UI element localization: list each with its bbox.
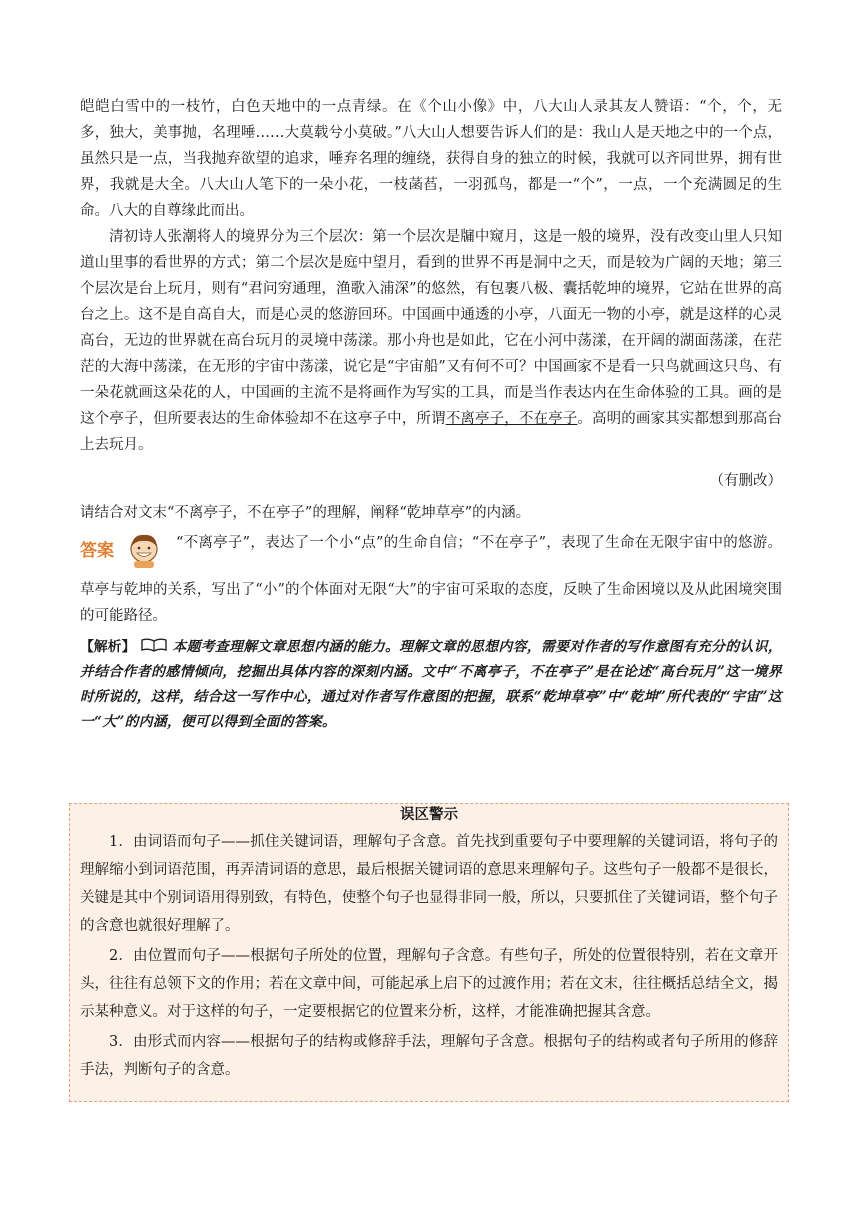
- source-note: （有删改）: [709, 473, 782, 489]
- answer-badge-label: 答案: [80, 541, 114, 560]
- passage-paragraph-2-text: 清初诗人张潮将人的境界分为三个层次：第一个层次是牖中窥月，这是一般的境界，没有改变山里人只知道山里事的看世界的方式；第二个层次是庭中望月，看到的世界不再是洞中之天，而是较为广阔的天地；第三个层次是台上玩月，则有“君问穷通理，渔歌入浦深”的悠然，有包裹八极、囊括乾坤的境界，它站在世界的高台之上。这不是自高自大，而是心灵的悠游回环。中国画中通透的小亭，八面无一物的小亭，就是这样的心灵高台，无边的世界就在高台玩月的灵境中荡漾。那小舟也是如此，它在小河中荡漾，在开阔的湖面荡漾，在茫茫的大海中荡漾，在无形的宇宙中荡漾，说它是“宇宙船”又有何不可？中国画家不是看一只鸟就画这只鸟、有一朵花就画这朵花的人，中国画的主流不是将画作为写实的工具，而是当作表达内在生命体验的工具。画的是这个亭子，但所要表达的生命体验却不在这亭子中，所谓: [80, 229, 782, 427]
- passage-paragraph-1: 皑皑白雪中的一枝竹，白色天地中的一点青绿。在《个山小像》中，八大山人录其友人赞语：“个，个，无多，独大，美事抛，名理唾……大莫载兮小莫破。”八大山人想要告诉人们的是：我山人是天地之中的一个点，虽然只是一点，当我抛弃欲望的追求，唾弃名理的缠绕，获得自身的独立的时候，我就可以齐同世界，拥有世界，我就是大全。八大山人笔下的一朵小花，一枝菡萏，一羽孤鸟，都是一“个”，一点，一个充满圆足的生命。八大的自尊缘此而出。: [80, 99, 782, 219]
- analysis-text: 本题考查理解文章思想内涵的能力。理解文章的思想内容，需要对作者的写作意图有充分的认识，并结合作者的感情倾向，挖掘出具体内容的深刻内涵。文中“不离亭子，不在亭子”是在论述“高台玩月”这一境界时所说的，这样，结合这一写作中心，通过对作者写作意图的把握，联系“乾坤草亭”中“乾坤”所代表的“宇宙”这一“大”的内涵，便可以得到全面的答案。: [80, 639, 782, 730]
- underlined-phrase: 不离亭子，不在亭子: [445, 411, 578, 427]
- main-content: [80, 94, 782, 735]
- analysis-section: [80, 635, 782, 735]
- warning-item: 3．由形式而内容——根据句子的结构或修辞手法，理解句子含意。根据句子的结构或者句子所用的修辞手法，判断句子的含意。: [80, 1034, 778, 1078]
- analysis-label: 【解析】: [80, 639, 136, 655]
- answer-badge-icon: [80, 534, 172, 577]
- answer-text: “不离亭子”，表达了一个小“点”的生命自信；“不在亭子”，表现了生命在无限宇宙中的悠游。草亭与乾坤的关系，写出了“小”的个体面对无限“大”的宇宙可采取的态度，反映了生命困境以及从此困境突围的可能路径。: [80, 535, 782, 624]
- answer-section: [80, 530, 782, 629]
- book-icon: [140, 639, 168, 655]
- misconception-warning-box: [69, 803, 789, 1102]
- warning-title: 误区警示: [400, 806, 458, 823]
- passage-paragraph-2: [80, 224, 782, 458]
- warning-item: 1．由词语而句子——抓住关键词语，理解句子含意。首先找到重要句子中要理解的关键词语，将句子的理解缩小到词语范围，再弄清词语的意思，最后根据关键词语的意思来理解句子。这些句子一般都不是很长，关键是其中个别词语用得别致，有特色，使整个句子也显得非同一般，所以，只要抓住了关键词语，整个句子的含意也就很好理解了。: [80, 834, 778, 934]
- warning-item: 2．由位置而句子——根据句子所处的位置，理解句子含意。有些句子，所处的位置很特别，若在文章开头，往往有总领下文的作用；若在文章中间，可能起承上启下的过渡作用；若在文末，往往概括总结全文，揭示某种意义。对于这样的句子，一定要根据它的位置来分析，这样，才能准确把握其含意。: [80, 948, 778, 1020]
- passage-paragraph-2-end: 。高明的画家其实都想到那高台上去玩月。: [80, 411, 783, 453]
- question-text: 请结合对文末“不离亭子，不在亭子”的理解，阐释“乾坤草亭”的内涵。: [80, 505, 531, 521]
